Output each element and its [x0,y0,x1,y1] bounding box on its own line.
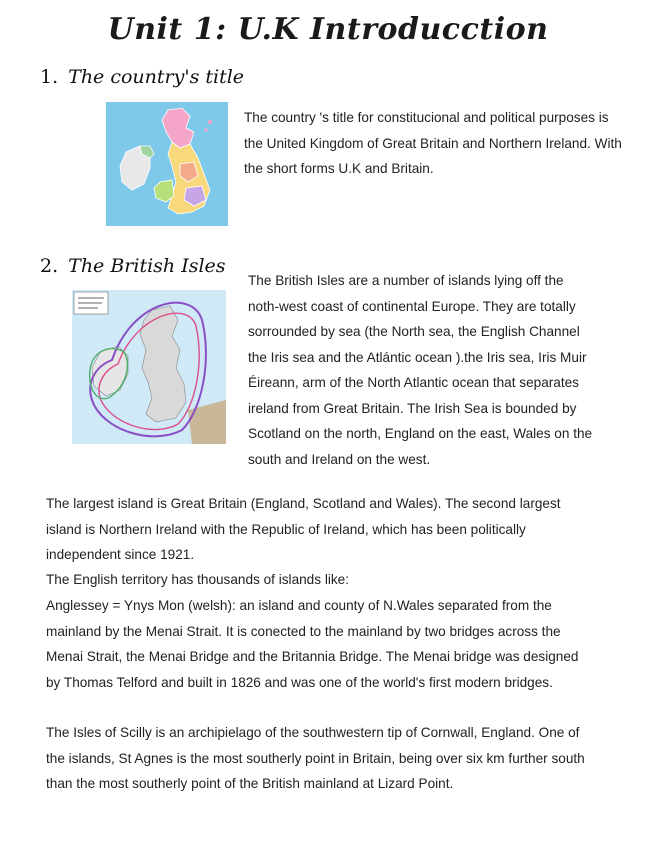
section-2-paragraph: The British Isles are a number of islands lying off the noth-west coast of continental Europe. They are totally sorrounded by sea (the North sea, the English Channel the Iris sea and the Atlántic ocean ).the Iris sea, Iris Muir Éireann, arm of the North Atlantic ocean that separates ireland from Great Britain. The Irish Sea is bounded by Scotland on the north, England on the east, Wales on the south and Ireland on the west. [248,273,593,467]
uk-political-map-image [106,102,228,226]
body-paragraph-anglesey: Anglessey = Ynys Mon (welsh): an island and county of N.Wales separated from the mainland by the Menai Strait. It is conected to the mainland by two bridges across the Menai Strait, the Menai Bridge and the Britannia Bridge. The Menai bridge was designed by Thomas Telford and built in 1826 and was one of the world's first modern bridges. [46,598,579,690]
section-1-heading [40,66,244,88]
section-1-number: 1. [40,66,59,88]
section-2-number: 2. [40,255,59,277]
section-2-title: The British Isles [68,255,226,277]
body-paragraph-isles-of-scilly: The Isles of Scilly is an archipielago of the southwestern tip of Cornwall, England. One of the islands, St Agnes is the most southerly point in Britain, being over six km further south than the most southerly point of the British mainland at Lizard Point. [46,725,585,791]
body-paragraph-english-territory: The English territory has thousands of islands like: [46,572,349,587]
section-1-title: The country's title [68,66,245,88]
section-2-heading [40,255,226,277]
body-paragraph-largest-island: The largest island is Great Britain (England, Scotland and Wales). The second largest island is Northern Ireland with the Republic of Ireland, which has been politically independent since 1921. [46,496,561,562]
british-isles-map-image [72,290,226,444]
section-1-paragraph: The country 's title for constitucional and political purposes is the United Kingdom of Great Britain and Northern Ireland. With the short forms U.K and Britain. [244,110,622,176]
page-title: Unit 1: U.K Introducction [107,12,549,47]
